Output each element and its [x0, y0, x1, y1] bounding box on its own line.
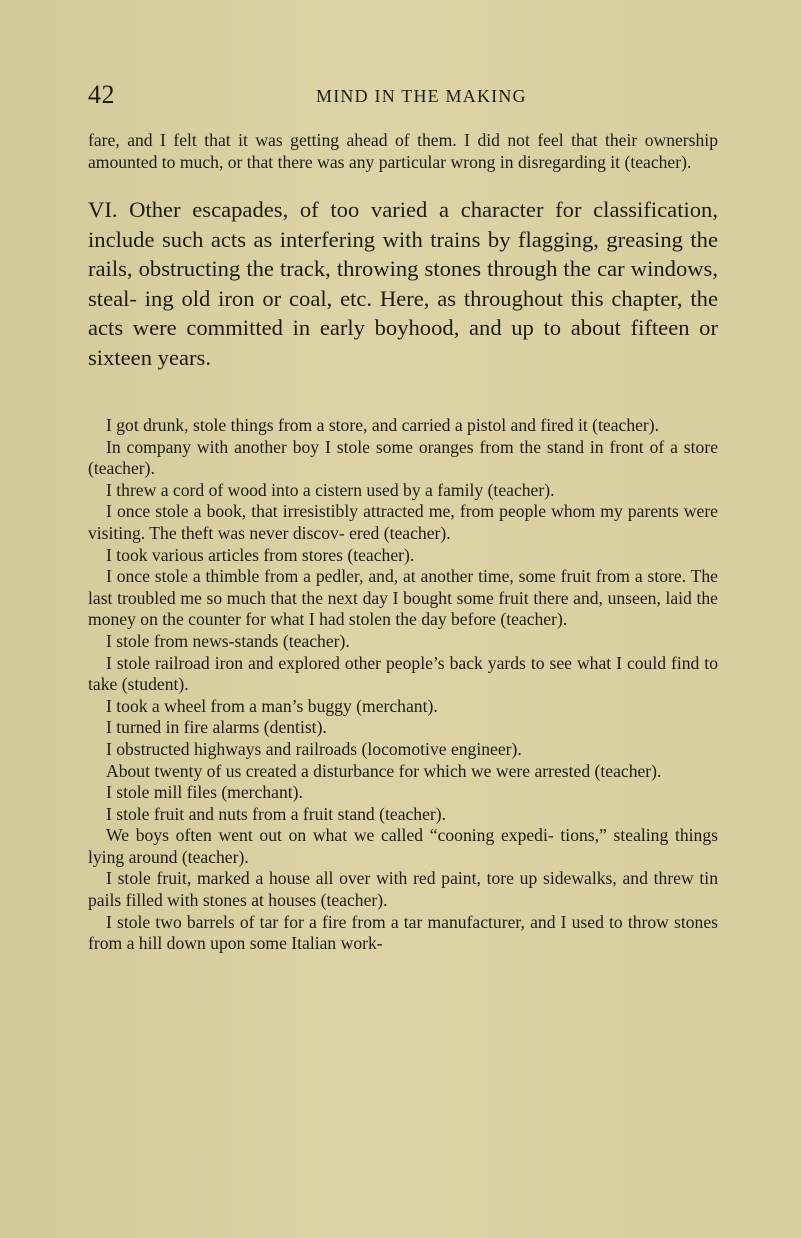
running-head: MIND IN THE MAKING: [316, 86, 527, 106]
quote-item: I stole railroad iron and explored other people’s back yards to see what I could find to take (student).: [88, 652, 718, 695]
quote-item: I stole from news-stands (teacher).: [106, 630, 350, 651]
quote-item: I stole fruit and nuts from a fruit stand (teacher).: [106, 803, 447, 824]
quote-item: We boys often went out on what we called “cooning expedi- tions,” stealing things lying around (teacher).: [88, 825, 718, 867]
quote-list: [88, 415, 718, 955]
quote-item: I turned in fire alarms (dentist).: [106, 717, 327, 738]
quote-item: I once stole a book, that irresistibly attracted me, from people whom my parents were visiting. The theft was never discov- ered (teacher).: [88, 501, 718, 543]
quote-item: I once stole a thimble from a pedler, and, at another time, some fruit from a store. The last troubled me so much that the next day I bought some fruit there and, unseen, laid the money on the counter for what I had stolen the day before (teacher).: [88, 566, 718, 630]
quote-item: I threw a cord of wood into a cistern used by a family (teacher).: [106, 479, 555, 500]
section-paragraph: VI. Other escapades, of too varied a character for classification, include such acts as interfering with trains by flagging, greasing the rails, obstructing the track, throwing stones through the car windows, steal- ing old iron or coal, etc. Here, as throughout this chapter, the acts were committed in early boyhood, and up to about fifteen or sixteen years.: [88, 197, 718, 370]
quote-item: I stole fruit, marked a house all over with red paint, tore up sidewalks, and threw tin pails filled with stones at houses (teacher).: [88, 868, 718, 911]
page-number: 42: [88, 80, 115, 109]
quote-item: I got drunk, stole things from a store, and carried a pistol and fired it (teacher).: [106, 415, 660, 435]
quote-item: I stole two barrels of tar for a fire from a tar manufacturer, and I used to throw stones from a hill down upon some Italian work-: [88, 911, 718, 954]
intro-paragraph: fare, and I felt that it was getting ahead of them. I did not feel that their ownership amounted to much, or that there was any particular wrong in disregarding it (teacher).: [88, 130, 718, 172]
quote-item: I obstructed highways and railroads (locomotive engineer).: [106, 738, 522, 759]
quote-item: I took various articles from stores (teacher).: [106, 544, 415, 565]
quote-item: I took a wheel from a man’s buggy (merchant).: [106, 695, 438, 716]
quote-item: In company with another boy I stole some oranges from the stand in front of a store (teacher).: [88, 436, 718, 479]
page-header: [88, 80, 718, 112]
quote-item: I stole mill files (merchant).: [106, 782, 303, 803]
quote-item: About twenty of us created a disturbance for which we were arrested (teacher).: [106, 760, 662, 781]
